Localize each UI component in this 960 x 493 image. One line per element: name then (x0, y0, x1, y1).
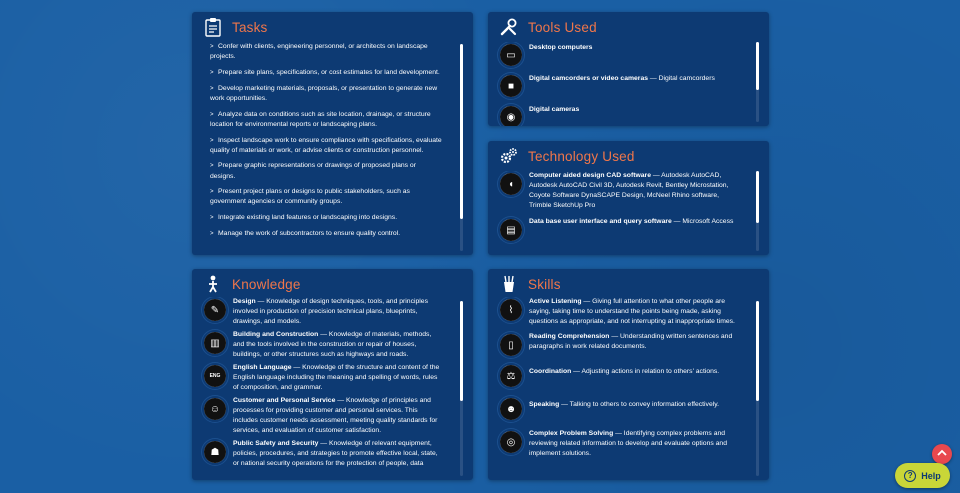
task-item: > Manage the work of subcontractors to ensure quality control. (210, 230, 401, 238)
knowledge-item: ▥ Building and Construction — Knowledge of materials, methods, and the tools involved in the construction or repair of houses, buildings, or other structures such as highways and roads. (192, 330, 473, 360)
scale-icon: ⚖ (498, 363, 524, 389)
maze-icon: ◎ (498, 429, 524, 455)
technology-title: Technology Used (528, 148, 635, 164)
technology-item: ◖ Computer aided design CAD software — Autodesk AutoCAD, Autodesk AutoCAD Civil 3D, Autodesk Revit, Bentley Microstation, Coyote Software DynaSCAPE Design, McNeel Rhino software, Trimble SketchUp Pro (488, 171, 769, 211)
building-icon: ▥ (202, 330, 228, 356)
public-safety-icon: ☗ (202, 439, 228, 465)
task-item: > Present project plans or designs to public stakeholders, such as government agencies or community groups. (210, 188, 410, 206)
customer-service-icon: ☺ (202, 396, 228, 422)
help-label: Help (921, 470, 941, 481)
database-window-icon: ▤ (498, 217, 524, 243)
tools-icon (498, 16, 520, 38)
question-icon: ? (904, 470, 916, 482)
technology-item: ▤ Data base user interface and query software — Microsoft Access (488, 217, 769, 243)
tools-header (488, 12, 769, 42)
active-listening-icon: ⌇ (498, 297, 524, 323)
knowledge-item: ☗ Public Safety and Security — Knowledge of relevant equipment, policies, procedures, and strategies to promote effective local, state, or national security operations for the protection of people, data (192, 439, 473, 469)
tools-scrollbar[interactable] (756, 42, 759, 90)
tasks-list-container[interactable] (192, 42, 473, 255)
tasks-title: Tasks (232, 19, 268, 35)
task-item: > Prepare site plans, specifications, or cost estimates for land development. (210, 68, 440, 76)
pencil-icon: ✎ (202, 297, 228, 323)
knowledge-list-container[interactable] (192, 297, 473, 480)
task-item: > Analyze data on conditions such as site location, drainage, or structure location for environmental reports or landscaping plans. (210, 110, 431, 129)
speaking-head-icon: ☻ (498, 396, 524, 422)
english-language-icon: ENG (202, 363, 228, 389)
camcorder-icon: ■ (498, 73, 524, 99)
task-item: > Inspect landscape work to ensure compliance with specifications, evaluate quality of materials or work, or advise clients or construction personnel. (210, 136, 442, 154)
camera-icon: ◉ (498, 104, 524, 126)
skills-list-container[interactable] (488, 297, 769, 480)
tasks-panel (192, 12, 473, 255)
clipboard-icon (202, 16, 224, 38)
task-item: > Prepare graphic representations or drawings of proposed plans or designs. (210, 162, 416, 180)
skills-scrollbar[interactable] (756, 301, 759, 401)
mouse-icon: ◖ (498, 171, 524, 197)
skills-icon (498, 273, 520, 295)
tools-list-container[interactable] (488, 42, 769, 126)
task-item: > Develop marketing materials, proposals, or presentation to generate new work opportunities. (210, 85, 438, 103)
task-item: > Confer with clients, engineering personnel, or architects on landscape projects. (210, 43, 428, 61)
knowledge-icon (202, 273, 224, 295)
knowledge-scrollbar[interactable] (460, 301, 463, 401)
technology-scrollbar[interactable] (756, 171, 759, 223)
knowledge-title: Knowledge (232, 276, 301, 292)
computer-icon: ▭ (498, 42, 524, 68)
chevron-up-icon (937, 449, 947, 460)
tool-item: ◉ Digital cameras (488, 104, 769, 126)
scroll-to-top-button[interactable] (932, 444, 952, 464)
tools-title: Tools Used (528, 19, 597, 35)
knowledge-item: ENG English Language — Knowledge of the structure and content of the English language including the meaning and spelling of words, rules of composition, and grammar. (192, 363, 473, 393)
skill-item: ⌇ Active Listening — Giving full attention to what other people are saying, taking time to understand the points being made, asking questions as appropriate, and not interrupting at inappropriate times. (488, 297, 769, 327)
knowledge-panel (192, 269, 473, 480)
technology-panel (488, 141, 769, 255)
task-item: > Integrate existing land features or landscaping into designs. (210, 213, 398, 221)
knowledge-header (192, 269, 473, 299)
skills-header (488, 269, 769, 299)
skills-title: Skills (528, 276, 561, 292)
technology-list-container[interactable] (488, 171, 769, 255)
knowledge-item: ✎ Design — Knowledge of design techniques, tools, and principles involved in production of precision technical plans, blueprints, drawings, and models. (192, 297, 473, 327)
tool-item: ▭ Desktop computers (488, 42, 769, 68)
tool-item: ■ Digital camcorders or video cameras — Digital camcorders (488, 73, 769, 99)
gears-icon (498, 145, 520, 167)
technology-header (488, 141, 769, 171)
skills-panel (488, 269, 769, 480)
help-button[interactable] (895, 463, 950, 488)
skill-item: ▯ Reading Comprehension — Understanding written sentences and paragraphs in work related documents. (488, 332, 769, 358)
knowledge-item: ☺ Customer and Personal Service — Knowledge of principles and processes for providing customer and personal services. This includes customer needs assessment, meeting quality standards for services, and evaluation of customer satisfaction. (192, 396, 473, 436)
skill-item: ☻ Speaking — Talking to others to convey information effectively. (488, 396, 769, 422)
skill-item: ⚖ Coordination — Adjusting actions in relation to others' actions. (488, 363, 769, 389)
book-icon: ▯ (498, 332, 524, 358)
tasks-header (192, 12, 473, 42)
tools-panel (488, 12, 769, 126)
tasks-scrollbar[interactable] (460, 44, 463, 219)
skill-item: ◎ Complex Problem Solving — Identifying complex problems and reviewing related information to develop and evaluate options and implement solutions. (488, 429, 769, 459)
